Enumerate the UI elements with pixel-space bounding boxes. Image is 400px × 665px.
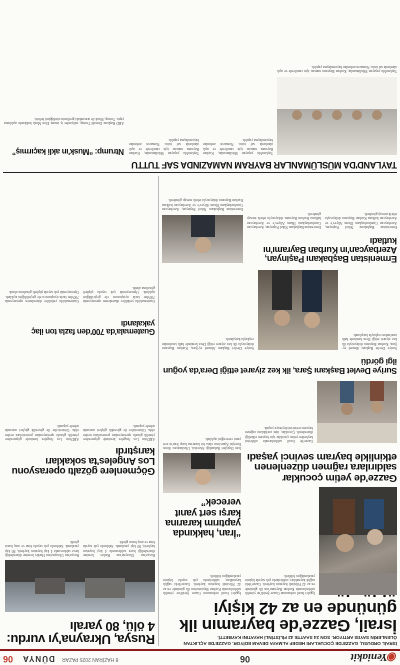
guatemala-body-col1: Guatemala'da yetkililer düzenlenen operasyonda 700'den fazla uyuşturucu ele geçirildiğini açıkladı. Operasyonda çok sayıda şüpheli gözaltına alındı. — [83, 286, 155, 303]
iran-body: İran Dışişleri Bakanlığı Sözcüsü, Uluslararası Atom Enerjisi Ajansı'nın olası bir kararına karşı İran'ın sert yanıt vereceğini açıkladı. — [163, 437, 241, 450]
section-title: DÜNYA — [22, 654, 55, 663]
thailand-body-col1: Tayland'da yaşayan Müslümanlar, Kurban Bayramı namazı için camilerde ve açık alanlarda saf tuttu. Namazın ardından bayramlaşma yapıldı. — [203, 138, 273, 155]
page-number: 06 — [239, 654, 250, 664]
thailand-body-col2: Tayland'da yaşayan Müslümanlar, Kurban Bayramı namazı için camilerde ve açık alanlarda saf tuttu. Namazın ardından bayramlaşma yapıldı. — [129, 138, 199, 155]
syria-body-col2: Suriye Devlet Başkanı Ahmed eş-Şara, Kurban Bayramı dolayısıyla ilk kez ziyaret ettiği Dera kentinde halk tarafından coşkuyla karşılandı. — [162, 337, 254, 350]
russia-body-col2: Rusya'nın Ukrayna'nın Harkiv kentine düzenlediği hava saldırısında 4 kişi hayatını kaybetti, 80 kişi yaralandı. Saldırıda çok sayıda bina ve araç hasar gördü. — [5, 540, 79, 557]
thailand-photo — [277, 77, 397, 155]
gaza-photo — [317, 381, 397, 443]
page-number-right: 06 — [3, 654, 14, 664]
lead-body-col1: İşgalci İsrail ordusunun Gazze Şeridi'ne yönelik saldırılarında Kurban Bayramı'nın ilk gününde en az 42 Filistinli hayatını kaybetti. Gazze'deki sağlık kaynakları, saldırılarda çok sayıda kişinin yaralandığını bildirdi. — [245, 573, 315, 595]
gunmen-body-col1: ABD'nin Los Angeles kentinde göçmenlere yönelik gözaltı operasyonları protestolara neden oldu. Göstericiler ile güvenlik güçleri arasında arbede yaşandı. — [83, 424, 155, 441]
killed-body: ABD Başkanı Donald Trump, milyarder iş insanı Elon Musk hakkında açıklama yaptı. Trump, Musk ile arasındaki gerilimin sürdüğünü belirtti. — [4, 116, 124, 125]
russia-photo — [5, 560, 155, 612]
iran-photo — [163, 453, 241, 493]
page-header — [0, 649, 400, 665]
guatemala-body-col2: Guatemala'da yetkililer düzenlenen operasyonda 700'den fazla uyuşturucu ele geçirildiğini açıkladı. Operasyonda çok sayıda şüpheli gözaltına alındı. — [5, 290, 79, 303]
syria-body-col1: Suriye Devlet Başkanı Ahmed eş-Şara, Kurban Bayramı dolayısıyla ilk kez ziyaret ettiği Dera kentinde halk tarafından coşkuyla karşılandı. — [342, 333, 397, 350]
lead-kicker: İSRAİL ORDUSU, GAZZE'DE ÇOCUKLARI HEDEF ALMAYA DEVAM EDİYOR. GAZZE'DE AÇLIKTAN ÖLENLERİN SAYISI ARTIYOR. SON 24 SAATTE 42 FİLİSTİNLİ HAYATINI KAYBETTİ. — [183, 635, 397, 646]
armenia-body-col3: Ermenistan Başbakanı Nikol Paşinyan, Azerbaycan Cumhurbaşkanı İlham Aliyev'e ve Azerbaycan halkına Kurban Bayramı dolayısıyla tebrik mesajı gönderdi. — [162, 198, 243, 211]
newspaper-logo: ◉Yeniakit — [350, 651, 397, 663]
armenia-headline: Ermenistan Başbakanı Paşinyan, Azerbaycan'ın Kurban Bayramı'nı kutladı — [263, 235, 397, 264]
gunmen-headline: Göçmenlere gözaltı operasyonu Los Angeles'ta sokakları karıştırdı — [11, 444, 155, 476]
column-divider — [158, 176, 159, 646]
gaza-body: Gazze'de İsrail saldırılarında ailelerini kaybeden yetim çocuklar için bayram etkinliği düzenlendi. Çocuklar, tüm zorluklara rağmen bayram sevincini doyasıya yaşadı. — [245, 426, 313, 443]
iran-headline: “İran, hakkında yaptırım kararına karşı sert yanıt verecek” — [165, 496, 241, 538]
issue-date: 8 HAZİRAN 2025 PAZAR — [62, 656, 119, 662]
gaza-headline: Gazze'de yetim çocuklar saldırılara rağmen düzenlenen etkinlikle bayram sevinci yaşadı — [247, 450, 397, 484]
guatemala-headline: Guatemala'da 700'den fazla ton ilaç yakalandı — [31, 318, 155, 336]
syria-headline: Suriye Devlet Başkanı Şara, ilk kez ziyaret ettiği Dera'da yoğun ilgi gördü — [163, 357, 397, 376]
section-rule — [3, 172, 397, 173]
russia-body-col1: Rusya'nın Ukrayna'nın Harkiv kentine düzenlediği hava saldırısında 4 kişi hayatını kaybetti, 80 kişi yaralandı. Saldırıda çok sayıda bina ve araç hasar gördü. — [83, 540, 155, 557]
thailand-body-col3: Tayland'da yaşayan Müslümanlar, Kurban Bayramı namazı için camilerde ve açık alanlarda saf tuttu. Namazın ardından bayramlaşma yapıldı. — [277, 64, 397, 73]
russia-headline: Rusya, Ukrayna'yı vurdu: 4 ölü, 80 yaralı — [6, 618, 155, 647]
armenia-body-col2: Ermenistan Başbakanı Nikol Paşinyan, Azerbaycan Cumhurbaşkanı İlham Aliyev'e ve Azerbaycan halkına Kurban Bayramı dolayısıyla tebrik mesajı gönderdi. — [247, 212, 321, 229]
armenia-photo — [162, 215, 243, 263]
lead-photo — [319, 487, 397, 595]
thailand-headline: TAYLAND'DA MÜSLÜMANLAR BAYRAM NAMAZINDA SAF TUTTU — [131, 160, 397, 170]
syria-photo — [258, 270, 338, 350]
killed-headline: Ntrump: “Musk'ın akli kaçırmış” — [12, 147, 124, 156]
lead-headline: İsrail, Gazze'de bayramın ilk gününde en az 42 kişiyi — [179, 598, 397, 635]
armenia-body-col1: Ermenistan Başbakanı Nikol Paşinyan, Azerbaycan Cumhurbaşkanı İlham Aliyev'e ve Azerbaycan halkına Kurban Bayramı dolayısıyla tebrik mesajı gönderdi. — [325, 212, 397, 229]
lead-body-col2: İşgalci İsrail ordusunun Gazze Şeridi'ne yönelik saldırılarında Kurban Bayramı'nın ilk gününde en az 42 Filistinli hayatını kaybetti. Gazze'deki sağlık kaynakları, saldırılarda çok sayıda kişinin yaralandığını bildirdi. — [163, 573, 241, 595]
gunmen-body-col2: ABD'nin Los Angeles kentinde göçmenlere yönelik gözaltı operasyonları protestolara neden oldu. Göstericiler ile güvenlik güçleri arasında arbede yaşandı. — [5, 424, 79, 441]
